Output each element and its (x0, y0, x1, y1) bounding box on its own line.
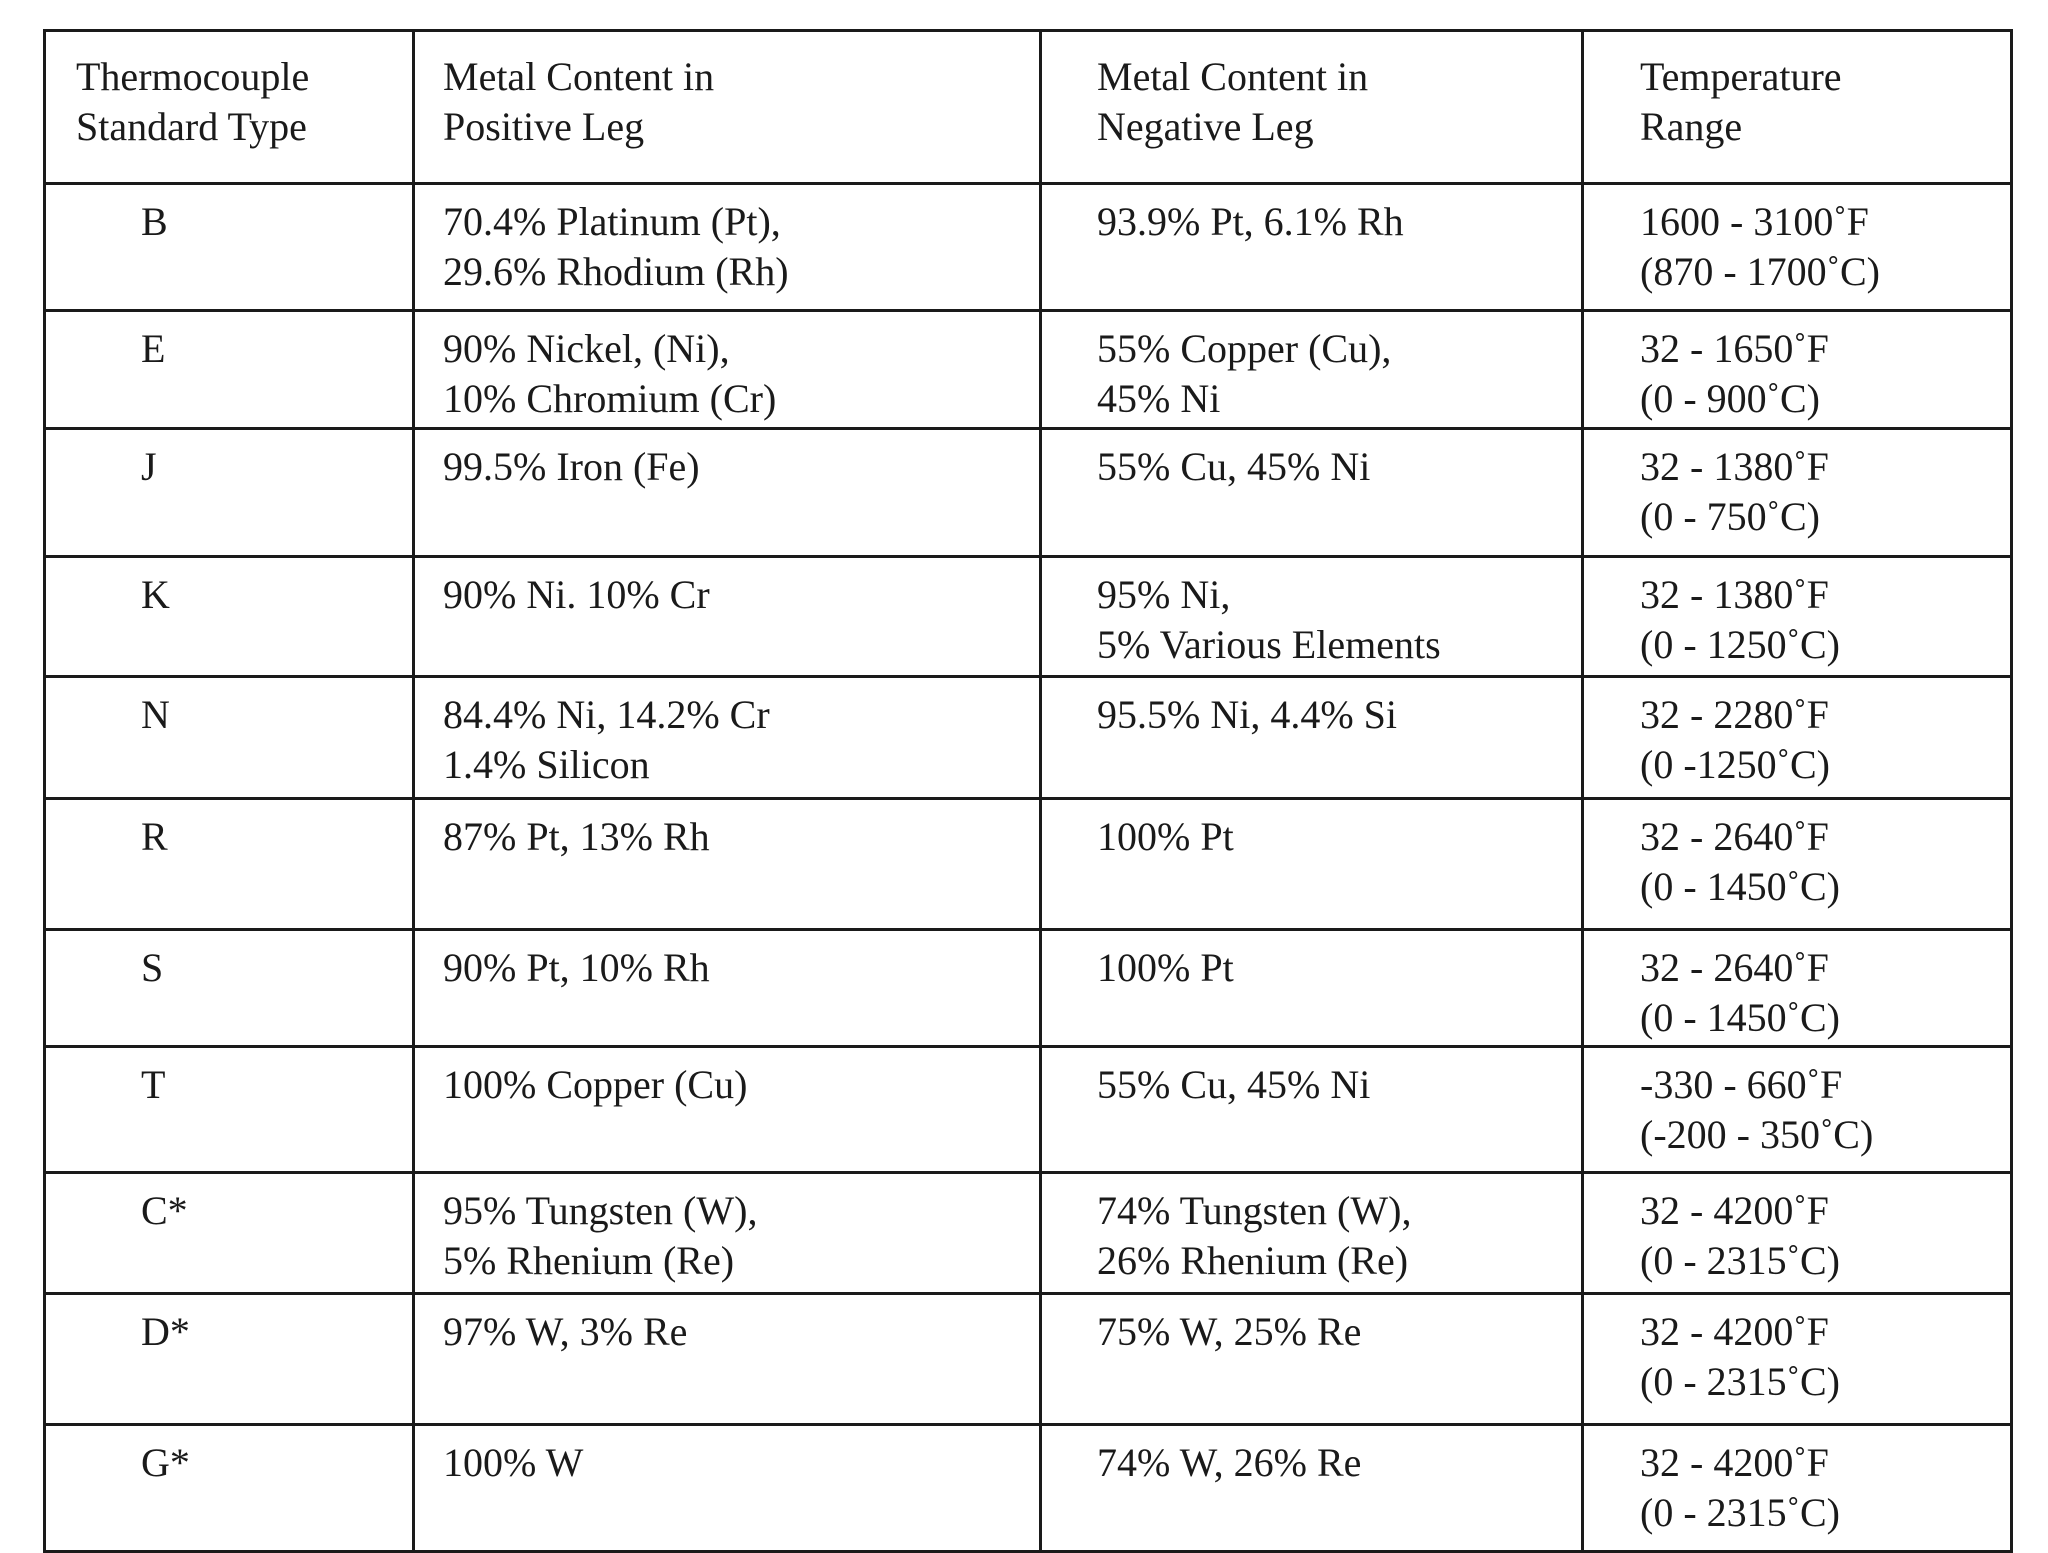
positive-leg-cell (414, 1047, 1041, 1173)
header-positive-leg: Metal Content in Positive Leg (414, 31, 1041, 184)
table-body (45, 184, 2012, 1552)
thermocouple-type-cell-text: K (141, 572, 170, 617)
positive-leg-cell-text: 95% Tungsten (W), 5% Rhenium (Re) (443, 1188, 758, 1283)
positive-leg-cell-text: 90% Ni. 10% Cr (443, 572, 710, 617)
header-standard-type: Thermocouple Standard Type (45, 31, 414, 184)
table-row (45, 1425, 2012, 1552)
table-row (45, 1294, 2012, 1425)
positive-leg-cell-text: 100% W (443, 1440, 584, 1485)
thermocouple-type-cell-text: J (141, 444, 157, 489)
positive-leg-cell (414, 311, 1041, 429)
temperature-range-cell (1583, 1425, 2012, 1552)
negative-leg-cell-text: 55% Cu, 45% Ni (1097, 444, 1371, 489)
negative-leg-cell-text: 74% Tungsten (W), 26% Rhenium (Re) (1097, 1188, 1412, 1283)
temperature-range-cell-text: 32 - 4200˚F (0 - 2315˚C) (1640, 1309, 1840, 1404)
positive-leg-cell (414, 1294, 1041, 1425)
thermocouple-type-cell-text: B (141, 199, 168, 244)
positive-leg-cell (414, 799, 1041, 930)
thermocouple-type-cell (45, 557, 414, 677)
negative-leg-cell-text: 100% Pt (1097, 814, 1234, 859)
thermocouple-type-cell-text: S (141, 945, 164, 990)
negative-leg-cell (1041, 311, 1583, 429)
negative-leg-cell (1041, 1047, 1583, 1173)
temperature-range-cell-text: -330 - 660˚F (-200 - 350˚C) (1640, 1062, 1874, 1157)
positive-leg-cell-text: 87% Pt, 13% Rh (443, 814, 710, 859)
temperature-range-cell-text: 32 - 4200˚F (0 - 2315˚C) (1640, 1440, 1840, 1535)
temperature-range-cell-text: 32 - 1380˚F (0 - 1250˚C) (1640, 572, 1840, 667)
negative-leg-cell (1041, 429, 1583, 557)
header-temperature-range: Temperature Range (1583, 31, 2012, 184)
positive-leg-cell-text: 90% Pt, 10% Rh (443, 945, 710, 990)
table-row (45, 677, 2012, 799)
table-row (45, 429, 2012, 557)
positive-leg-cell-text: 100% Copper (Cu) (443, 1062, 748, 1107)
thermocouple-type-cell (45, 184, 414, 311)
temperature-range-cell (1583, 799, 2012, 930)
table-row (45, 1047, 2012, 1173)
temperature-range-cell-text: 32 - 4200˚F (0 - 2315˚C) (1640, 1188, 1840, 1283)
positive-leg-cell-text: 99.5% Iron (Fe) (443, 444, 700, 489)
temperature-range-cell (1583, 1294, 2012, 1425)
temperature-range-cell (1583, 1173, 2012, 1294)
table-row (45, 1173, 2012, 1294)
thermocouple-type-cell (45, 799, 414, 930)
temperature-range-cell (1583, 429, 2012, 557)
negative-leg-cell (1041, 930, 1583, 1047)
thermocouple-type-cell (45, 1425, 414, 1552)
thermocouple-type-cell-text: N (141, 692, 170, 737)
thermocouple-table (43, 29, 2013, 1553)
thermocouple-type-cell-text: C* (141, 1188, 188, 1233)
positive-leg-cell (414, 557, 1041, 677)
thermocouple-type-cell (45, 930, 414, 1047)
negative-leg-cell-text: 75% W, 25% Re (1097, 1309, 1362, 1354)
temperature-range-cell (1583, 184, 2012, 311)
negative-leg-cell-text: 100% Pt (1097, 945, 1234, 990)
negative-leg-cell-text: 93.9% Pt, 6.1% Rh (1097, 199, 1404, 244)
thermocouple-type-cell (45, 429, 414, 557)
negative-leg-cell-text: 74% W, 26% Re (1097, 1440, 1362, 1485)
temperature-range-cell-text: 32 - 2640˚F (0 - 1450˚C) (1640, 814, 1840, 909)
temperature-range-cell (1583, 930, 2012, 1047)
temperature-range-cell-text: 32 - 1650˚F (0 - 900˚C) (1640, 326, 1829, 421)
thermocouple-type-cell (45, 1294, 414, 1425)
thermocouple-type-cell (45, 1047, 414, 1173)
negative-leg-cell (1041, 1425, 1583, 1552)
thermocouple-type-cell-text: E (141, 326, 166, 371)
temperature-range-cell (1583, 1047, 2012, 1173)
negative-leg-cell-text: 95.5% Ni, 4.4% Si (1097, 692, 1397, 737)
positive-leg-cell-text: 84.4% Ni, 14.2% Cr 1.4% Silicon (443, 692, 770, 787)
temperature-range-cell (1583, 677, 2012, 799)
table-header-row (45, 31, 2012, 184)
thermocouple-type-cell-text: G* (141, 1440, 190, 1485)
positive-leg-cell (414, 677, 1041, 799)
positive-leg-cell-text: 70.4% Platinum (Pt), 29.6% Rhodium (Rh) (443, 199, 789, 294)
thermocouple-type-cell-text: R (141, 814, 168, 859)
positive-leg-cell (414, 930, 1041, 1047)
temperature-range-cell (1583, 311, 2012, 429)
positive-leg-cell (414, 184, 1041, 311)
positive-leg-cell-text: 90% Nickel, (Ni), 10% Chromium (Cr) (443, 326, 777, 421)
negative-leg-cell (1041, 799, 1583, 930)
negative-leg-cell (1041, 1294, 1583, 1425)
thermocouple-type-cell-text: T (141, 1062, 166, 1107)
negative-leg-cell-text: 95% Ni, 5% Various Elements (1097, 572, 1441, 667)
thermocouple-type-cell (45, 1173, 414, 1294)
header-negative-leg: Metal Content in Negative Leg (1041, 31, 1583, 184)
negative-leg-cell-text: 55% Cu, 45% Ni (1097, 1062, 1371, 1107)
positive-leg-cell (414, 429, 1041, 557)
negative-leg-cell (1041, 1173, 1583, 1294)
table-row (45, 799, 2012, 930)
temperature-range-cell-text: 32 - 1380˚F (0 - 750˚C) (1640, 444, 1829, 539)
thermocouple-type-cell (45, 677, 414, 799)
table-row (45, 557, 2012, 677)
thermocouple-type-cell-text: D* (141, 1309, 190, 1354)
table-row (45, 930, 2012, 1047)
temperature-range-cell-text: 32 - 2640˚F (0 - 1450˚C) (1640, 945, 1840, 1040)
table-row (45, 311, 2012, 429)
positive-leg-cell (414, 1425, 1041, 1552)
table-row (45, 184, 2012, 311)
positive-leg-cell-text: 97% W, 3% Re (443, 1309, 688, 1354)
negative-leg-cell (1041, 677, 1583, 799)
negative-leg-cell (1041, 557, 1583, 677)
temperature-range-cell-text: 32 - 2280˚F (0 -1250˚C) (1640, 692, 1830, 787)
negative-leg-cell (1041, 184, 1583, 311)
thermocouple-type-cell (45, 311, 414, 429)
temperature-range-cell (1583, 557, 2012, 677)
negative-leg-cell-text: 55% Copper (Cu), 45% Ni (1097, 326, 1392, 421)
positive-leg-cell (414, 1173, 1041, 1294)
temperature-range-cell-text: 1600 - 3100˚F (870 - 1700˚C) (1640, 199, 1880, 294)
